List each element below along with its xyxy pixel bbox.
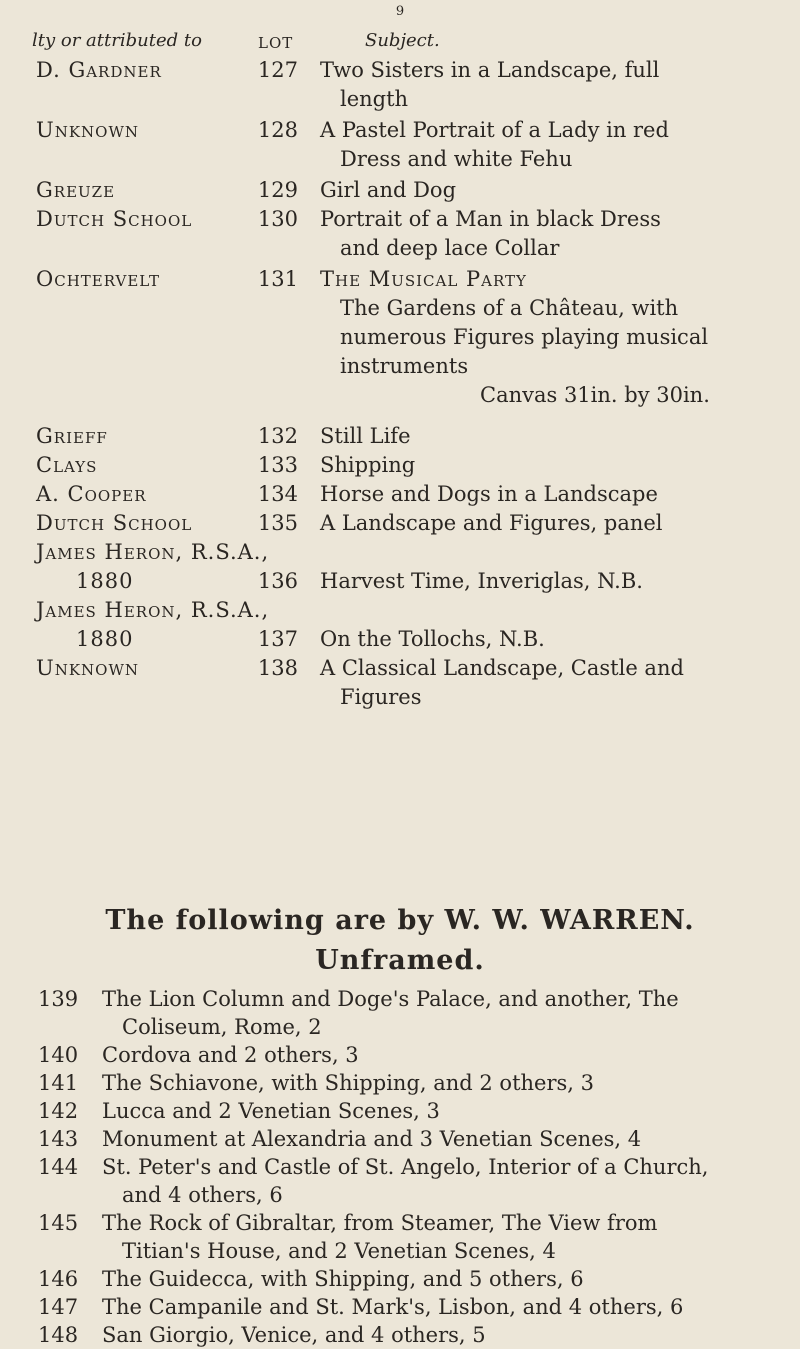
item-continuation: Titian's House, and 2 Venetian Scenes, 4 xyxy=(122,1239,556,1263)
item-description xyxy=(102,1265,782,1293)
unframed-item xyxy=(0,1209,800,1265)
subject-title: The Musical Party xyxy=(320,267,527,291)
subject-title: A Pastel Portrait of a Lady in red xyxy=(320,118,669,142)
lot-subject xyxy=(320,176,780,205)
lot-subject xyxy=(320,205,780,263)
lot-row xyxy=(0,422,800,451)
lot-row xyxy=(0,116,800,174)
lot-row xyxy=(0,205,800,263)
lot-row xyxy=(0,480,800,509)
warren-heading: The following are by W. W. WARREN. xyxy=(105,905,695,936)
item-description xyxy=(102,1153,782,1209)
canvas-dimensions: Canvas 31in. by 30in. xyxy=(480,383,710,407)
lot-number: 129 xyxy=(257,178,298,202)
subject-continuation: Figures xyxy=(340,685,422,709)
subject-title: Girl and Dog xyxy=(320,178,457,202)
item-description xyxy=(102,1125,782,1153)
item-description xyxy=(102,1209,782,1265)
lot-artist xyxy=(36,480,246,509)
artist-column-header: lty or attributed to xyxy=(32,30,202,51)
lot-number: 137 xyxy=(257,627,298,651)
subject-column-header: Subject. xyxy=(365,30,440,51)
artist-name: Grieff xyxy=(36,424,108,448)
lot-artist xyxy=(36,422,246,451)
artist-name: D. Gardner xyxy=(36,58,162,82)
artist-name: Dutch School xyxy=(36,511,193,535)
lot-subject xyxy=(320,422,780,451)
lot-artist xyxy=(36,265,246,294)
item-description xyxy=(102,985,782,1041)
unframed-item xyxy=(0,985,800,1041)
item-title: The Schiavone, with Shipping, and 2 others, 3 xyxy=(102,1071,594,1095)
page-number: 9 xyxy=(395,4,405,19)
lot-number: 136 xyxy=(257,569,298,593)
lot-subject xyxy=(320,509,780,538)
subject-title: A Landscape and Figures, panel xyxy=(320,511,663,535)
artist-name: Unknown xyxy=(36,656,139,680)
lot-artist xyxy=(36,56,246,85)
lot-row xyxy=(0,654,800,712)
item-title: The Lion Column and Doge's Palace, and another, The xyxy=(102,987,679,1011)
lot-row xyxy=(0,451,800,480)
item-number: 148 xyxy=(38,1323,79,1347)
item-title: The Rock of Gibraltar, from Steamer, The View from xyxy=(102,1211,658,1235)
subject-continuation: and deep lace Collar xyxy=(340,236,560,260)
artist-name: Ochtervelt xyxy=(36,267,161,291)
artist-year: 1880 xyxy=(76,627,134,651)
lot-number: 131 xyxy=(257,267,298,291)
unframed-item xyxy=(0,1153,800,1209)
item-description xyxy=(102,1321,782,1349)
lot-subject xyxy=(320,56,780,114)
artist-name: James Heron, R.S.A., xyxy=(36,598,270,622)
lot-number: 133 xyxy=(257,453,298,477)
lot-number: 130 xyxy=(257,207,298,231)
unframed-item xyxy=(0,1321,800,1349)
artist-year: 1880 xyxy=(76,569,134,593)
subject-title: Two Sisters in a Landscape, full xyxy=(320,58,660,82)
subject-title: Horse and Dogs in a Landscape xyxy=(320,482,658,506)
lot-number: 127 xyxy=(257,58,298,82)
lot-subject xyxy=(320,265,780,410)
artist-name: Greuze xyxy=(36,178,116,202)
lot-subject xyxy=(320,538,780,596)
lot-column-header: LOT xyxy=(258,34,294,52)
unframed-item-list xyxy=(0,985,800,1349)
lot-row xyxy=(0,176,800,205)
item-number: 140 xyxy=(38,1043,79,1067)
lot-subject xyxy=(320,116,780,174)
lot-artist xyxy=(36,596,366,654)
item-title: Lucca and 2 Venetian Scenes, 3 xyxy=(102,1099,440,1123)
subject-title: On the Tollochs, N.B. xyxy=(320,627,545,651)
item-description xyxy=(102,1097,782,1125)
item-description xyxy=(102,1041,782,1069)
item-title: Monument at Alexandria and 3 Venetian Scenes, 4 xyxy=(102,1127,642,1151)
subject-title: Portrait of a Man in black Dress xyxy=(320,207,661,231)
lot-artist xyxy=(36,654,246,683)
lot-row xyxy=(0,56,800,114)
item-title: Cordova and 2 others, 3 xyxy=(102,1043,359,1067)
unframed-item xyxy=(0,1293,800,1321)
lot-artist xyxy=(36,451,246,480)
item-continuation: and 4 others, 6 xyxy=(122,1183,283,1207)
item-number: 147 xyxy=(38,1295,79,1319)
item-continuation: Coliseum, Rome, 2 xyxy=(122,1015,322,1039)
item-title: The Guidecca, with Shipping, and 5 others, 6 xyxy=(102,1267,584,1291)
unframed-item xyxy=(0,1125,800,1153)
artist-name: Dutch School xyxy=(36,207,193,231)
item-number: 144 xyxy=(38,1155,79,1179)
unframed-item xyxy=(0,1069,800,1097)
artist-name: Clays xyxy=(36,453,98,477)
unframed-heading: Unframed. xyxy=(315,945,485,976)
item-description xyxy=(102,1293,782,1321)
item-title: St. Peter's and Castle of St. Angelo, Interior of a Church, xyxy=(102,1155,709,1179)
item-number: 142 xyxy=(38,1099,79,1123)
lot-artist xyxy=(36,116,246,145)
item-title: The Campanile and St. Mark's, Lisbon, and 4 others, 6 xyxy=(102,1295,684,1319)
lot-row xyxy=(0,596,800,654)
lot-row xyxy=(0,265,800,410)
lot-artist xyxy=(36,205,246,234)
lot-subject xyxy=(320,654,780,712)
item-number: 146 xyxy=(38,1267,79,1291)
lot-artist xyxy=(36,176,246,205)
lot-artist xyxy=(36,509,246,538)
item-number: 145 xyxy=(38,1211,79,1235)
item-number: 141 xyxy=(38,1071,79,1095)
lot-row xyxy=(0,509,800,538)
lot-number: 138 xyxy=(257,656,298,680)
artist-name: A. Cooper xyxy=(36,482,147,506)
item-description xyxy=(102,1069,782,1097)
lot-subject xyxy=(320,451,780,480)
lot-list xyxy=(0,56,800,712)
subject-title: Still Life xyxy=(320,424,411,448)
subject-continuation: The Gardens of a Château, with numerous Figures playing musical instruments xyxy=(340,296,709,378)
lot-row xyxy=(0,538,800,596)
subject-title: Harvest Time, Inveriglas, N.B. xyxy=(320,569,643,593)
subject-title: Shipping xyxy=(320,453,416,477)
unframed-item xyxy=(0,1041,800,1069)
lot-number: 134 xyxy=(257,482,298,506)
lot-subject xyxy=(320,596,780,654)
lot-number: 132 xyxy=(257,424,298,448)
subject-continuation: length xyxy=(340,87,409,111)
artist-name: James Heron, R.S.A., xyxy=(36,540,270,564)
lot-number: 135 xyxy=(257,511,298,535)
item-title: San Giorgio, Venice, and 4 others, 5 xyxy=(102,1323,486,1347)
lot-number: 128 xyxy=(257,118,298,142)
subject-title: A Classical Landscape, Castle and xyxy=(320,656,684,680)
lot-artist xyxy=(36,538,366,596)
unframed-item xyxy=(0,1265,800,1293)
item-number: 143 xyxy=(38,1127,79,1151)
unframed-item xyxy=(0,1097,800,1125)
artist-name: Unknown xyxy=(36,118,139,142)
lot-subject xyxy=(320,480,780,509)
subject-continuation: Dress and white Fehu xyxy=(340,147,573,171)
item-number: 139 xyxy=(38,987,79,1011)
